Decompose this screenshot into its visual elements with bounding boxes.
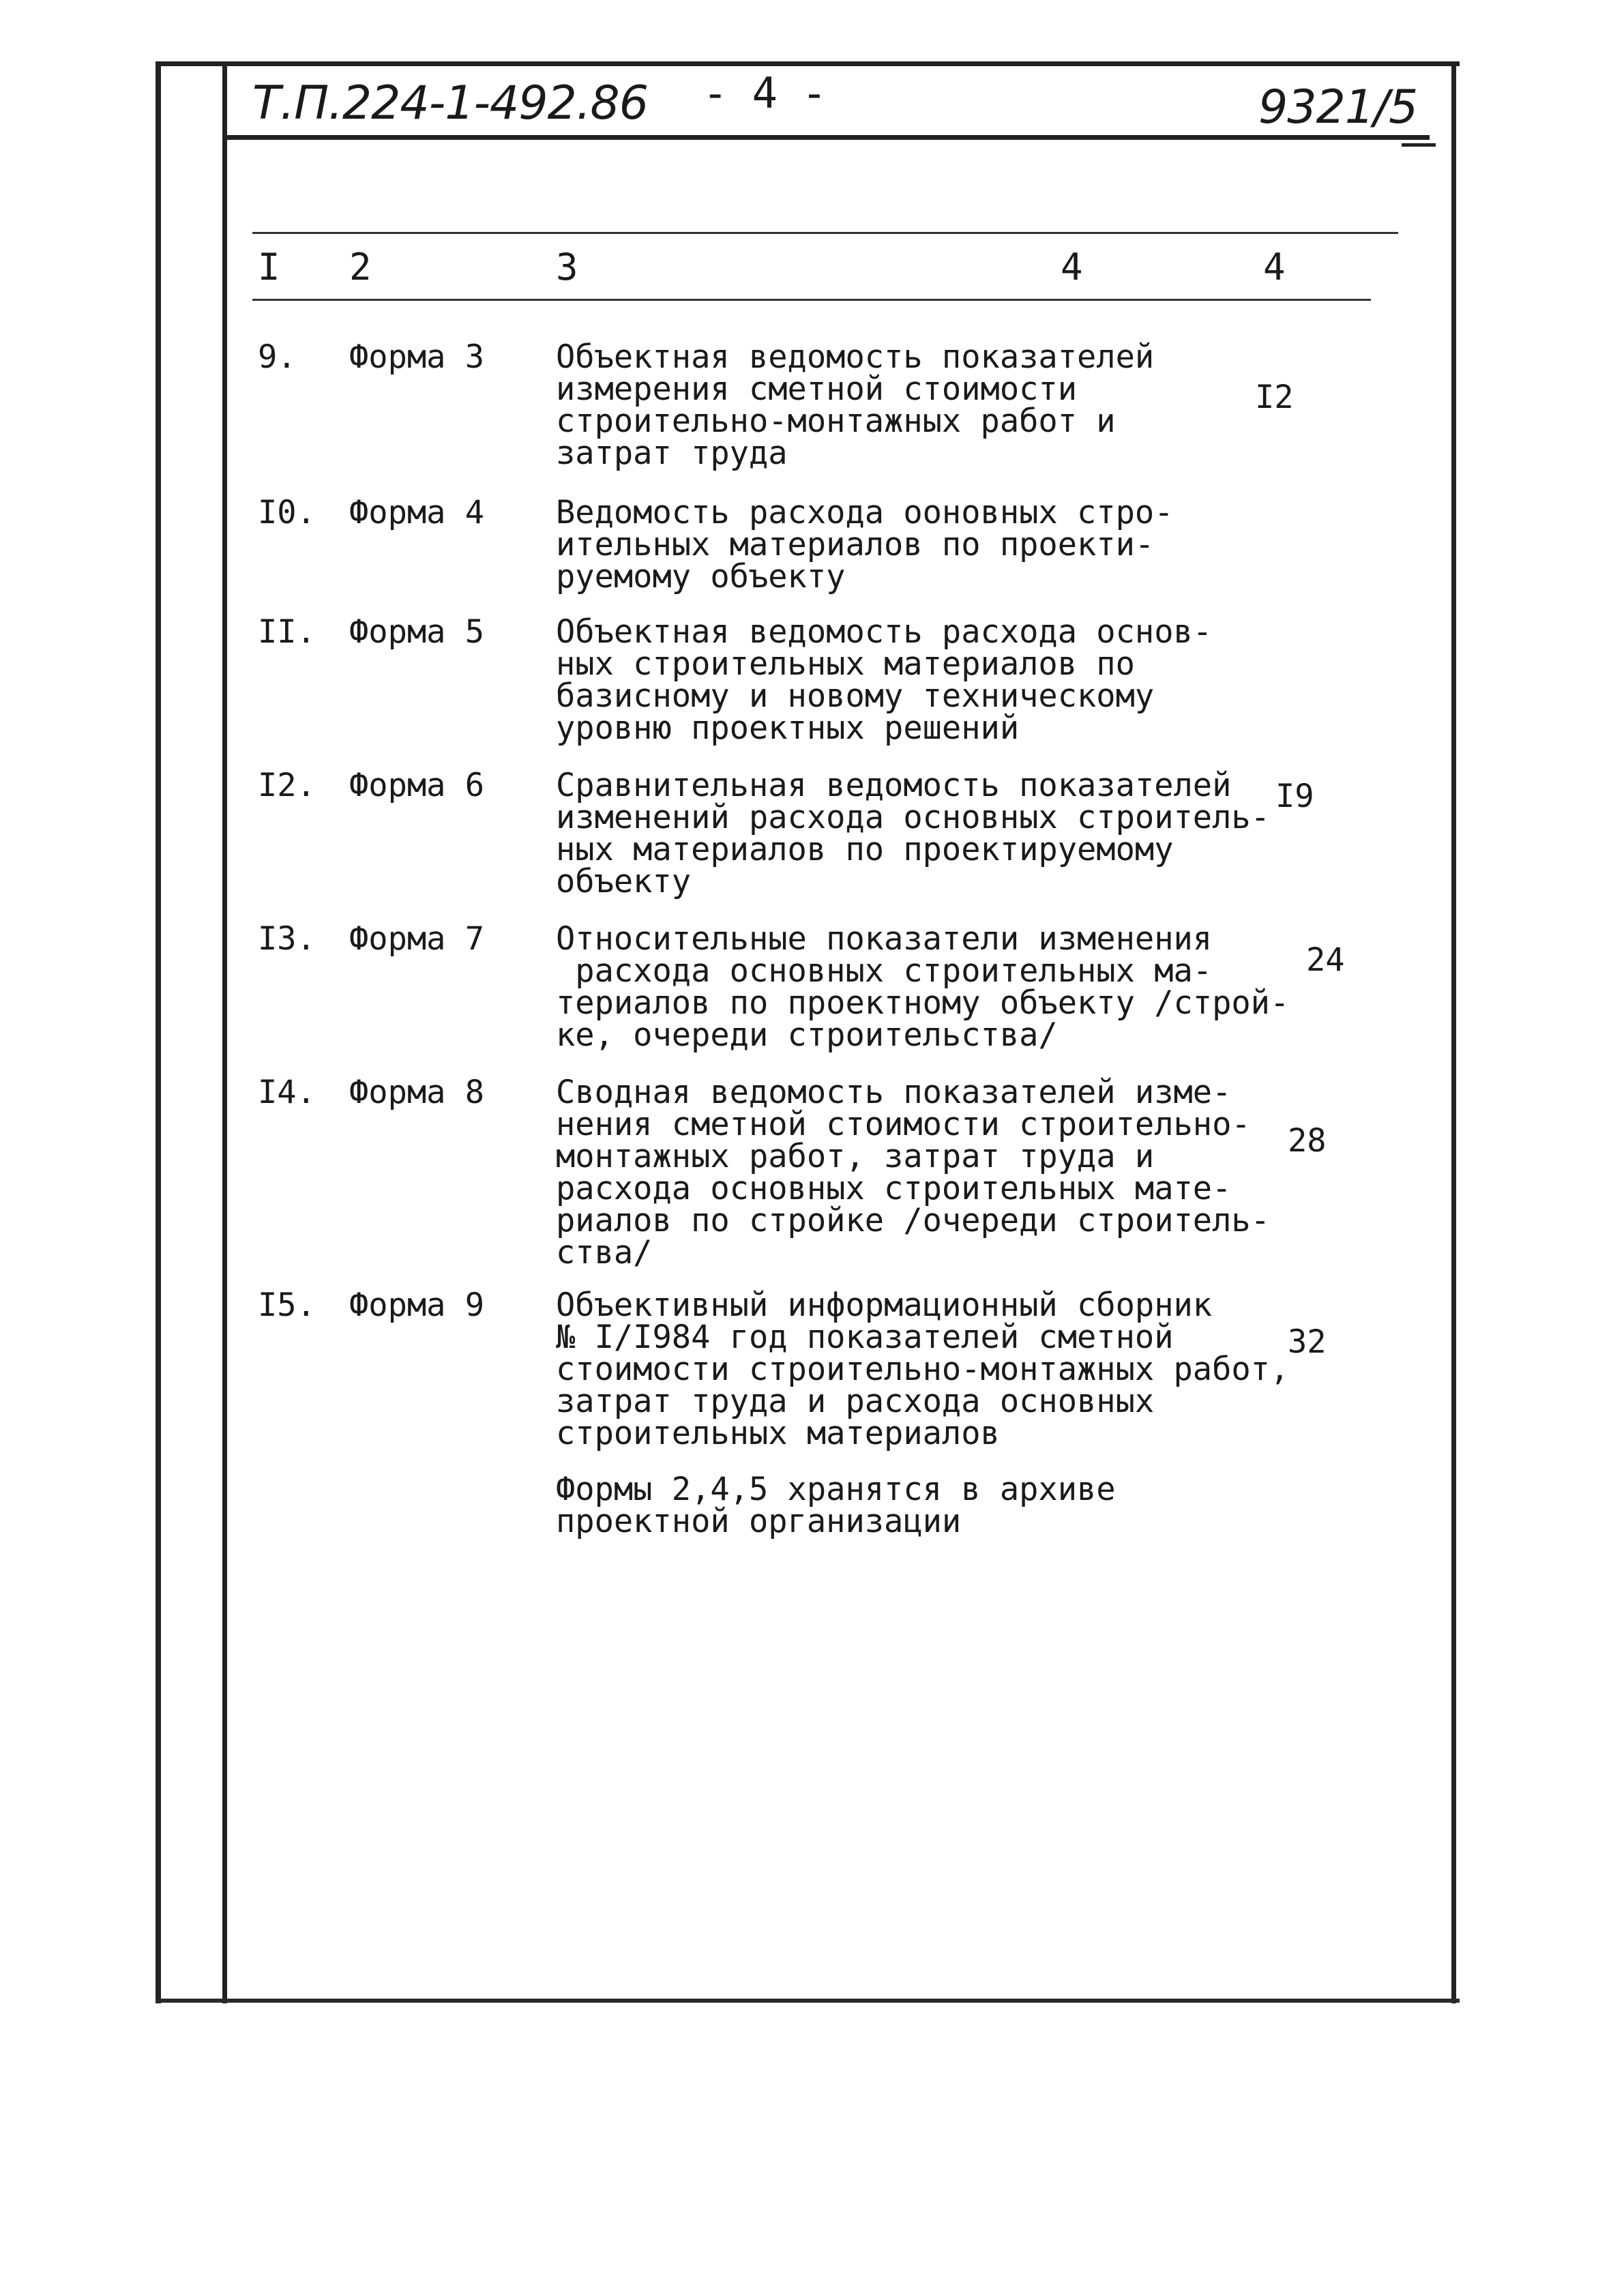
row-number: I2. xyxy=(258,767,316,804)
frame-border-right xyxy=(1451,63,1456,2003)
row-page: I9 xyxy=(1275,778,1314,815)
row-form: Форма 8 xyxy=(349,1074,485,1111)
column-header-3: 3 xyxy=(556,246,578,289)
description-line: ства/ xyxy=(556,1234,653,1271)
column-header-bottom-rule xyxy=(252,299,1371,301)
row-form: Форма 3 xyxy=(349,338,485,376)
description-line: строительно-монтажных работ и xyxy=(556,402,1116,440)
row-number: I5. xyxy=(258,1286,316,1324)
frame-border-inner xyxy=(222,63,227,2003)
description-line: изменений расхода основных строитель- xyxy=(556,799,1270,836)
row-number: I3. xyxy=(258,920,316,958)
row-description xyxy=(556,1286,1290,1452)
row-page: I2 xyxy=(1255,379,1294,416)
column-header-4a: 4 xyxy=(1061,246,1083,289)
row-page: 24 xyxy=(1306,941,1345,979)
note-line: Формы 2,4,5 хранятся в архиве xyxy=(556,1471,1116,1508)
row-number: 9. xyxy=(258,338,297,376)
row-form: Форма 9 xyxy=(349,1286,485,1324)
document-code: 9321/5 xyxy=(1258,80,1418,134)
row-description xyxy=(556,769,1270,898)
column-header-2: 2 xyxy=(349,246,372,289)
row-page: 28 xyxy=(1288,1122,1327,1160)
column-header-1: I xyxy=(258,246,280,289)
row-number: II. xyxy=(258,613,316,651)
header-rule xyxy=(222,135,1430,140)
description-line: руемому объекту xyxy=(556,558,846,595)
description-line: териалов по проектному объекту /строй- xyxy=(556,984,1290,1022)
description-line: строительных материалов xyxy=(556,1415,1000,1452)
row-form: Форма 5 xyxy=(349,613,485,651)
description-line: Объективный информационный сборник xyxy=(556,1286,1213,1324)
row-description xyxy=(556,338,1155,472)
row-description xyxy=(556,920,1290,1054)
frame-border-left xyxy=(156,63,161,2003)
description-line: нения сметной стоимости строительно- xyxy=(556,1106,1251,1143)
description-line: ке, очереди строительства/ xyxy=(556,1016,1058,1054)
description-line: затрат труда xyxy=(556,435,788,472)
row-number: I0. xyxy=(258,494,316,531)
archive-note xyxy=(556,1471,1116,1540)
document-number: Т.П.224-1-492.86 xyxy=(252,76,648,130)
row-form: Форма 7 xyxy=(349,920,485,958)
description-line: измерения сметной стоимости xyxy=(556,370,1078,408)
description-line: № I/I984 год показателей сметной xyxy=(556,1319,1174,1356)
description-line: расхода основных строительных мате- xyxy=(556,1170,1232,1207)
row-description xyxy=(556,494,1174,595)
frame-border-top xyxy=(156,61,1460,66)
page-number: - 4 - xyxy=(703,68,827,118)
description-line: объекту xyxy=(556,863,692,900)
note-line: проектной организации xyxy=(556,1503,962,1540)
description-line: Ведомость расхода ооновных стро- xyxy=(556,494,1174,531)
frame-border-bottom xyxy=(156,1999,1460,2003)
description-line: стоимости строительно-монтажных работ, xyxy=(556,1351,1290,1388)
description-line: уровню проектных решений xyxy=(556,709,1020,747)
row-form: Форма 4 xyxy=(349,494,485,531)
description-line: ительных материалов по проекти- xyxy=(556,526,1155,563)
row-description xyxy=(556,613,1213,747)
description-line: Сводная ведомость показателей изме- xyxy=(556,1074,1232,1111)
description-line: риалов по стройке /очереди строитель- xyxy=(556,1202,1270,1239)
row-description xyxy=(556,1076,1270,1269)
row-page: 32 xyxy=(1288,1323,1327,1361)
header-rule-accent xyxy=(1402,143,1436,147)
description-line: монтажных работ, затрат труда и xyxy=(556,1138,1155,1175)
row-form: Форма 6 xyxy=(349,767,485,804)
row-number: I4. xyxy=(258,1074,316,1111)
description-line: затрат труда и расхода основных xyxy=(556,1383,1155,1420)
description-line: Относительные показатели изменения xyxy=(556,920,1213,958)
description-line: ных строительных материалов по xyxy=(556,645,1135,683)
description-line: расхода основных строительных ма- xyxy=(556,952,1213,990)
description-line: Объектная ведомость показателей xyxy=(556,338,1155,376)
column-header-4b: 4 xyxy=(1263,246,1286,289)
description-line: базисному и новому техническому xyxy=(556,677,1155,715)
description-line: Сравнительная ведомость показателей xyxy=(556,767,1232,804)
description-line: ных материалов по проектируемому xyxy=(556,831,1174,868)
description-line: Объектная ведомость расхода основ- xyxy=(556,613,1213,651)
column-header-top-rule xyxy=(252,232,1398,234)
